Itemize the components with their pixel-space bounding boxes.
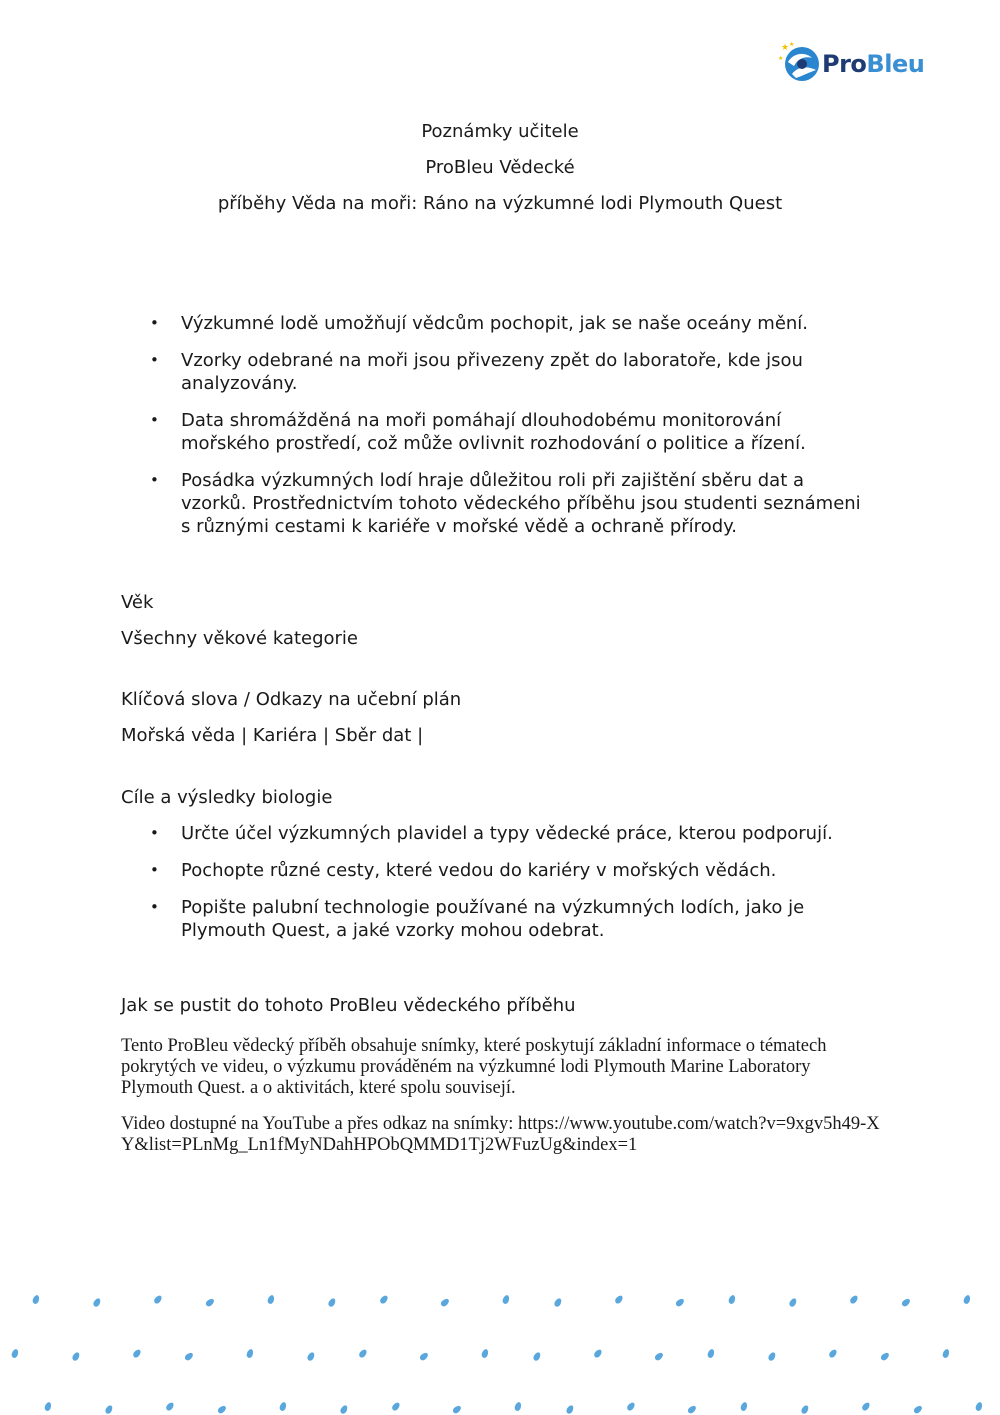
list-item: • Určte účel výzkumných plavidel a typy vědecké práce, kterou podporují. bbox=[150, 822, 870, 845]
probleu-wave-icon bbox=[778, 40, 820, 86]
droplet-icon bbox=[942, 1348, 951, 1359]
age-heading: Věk bbox=[121, 592, 154, 613]
droplet-icon bbox=[379, 1294, 389, 1305]
droplet-icon bbox=[828, 1348, 838, 1359]
title-line-1: Poznámky učitele bbox=[421, 121, 579, 142]
document-title bbox=[0, 120, 1000, 228]
droplet-icon bbox=[880, 1351, 891, 1361]
droplet-icon bbox=[728, 1294, 737, 1305]
list-item: • Vzorky odebrané na moři jsou přivezeny zpět do laboratoře, kde jsou analyzovány. bbox=[150, 349, 870, 395]
droplet-icon bbox=[132, 1348, 142, 1359]
age-value: Všechny věkové kategorie bbox=[121, 628, 359, 649]
video-link-paragraph: Video dostupné na YouTube a přes odkaz na snímky: https://www.youtube.com/watch?v=9xgv5h49-XY&list=PLnMg_Ln1fMyNDahHPObQMMD1Tj2WFuzUg&index=1 bbox=[121, 1114, 880, 1155]
biology-heading: Cíle a výsledky biologie bbox=[121, 787, 333, 808]
biology-bullet-list bbox=[150, 822, 870, 956]
svg-text:★: ★ bbox=[781, 43, 790, 53]
droplet-icon bbox=[654, 1351, 665, 1361]
droplet-icon bbox=[267, 1294, 276, 1305]
droplet-icon bbox=[32, 1294, 41, 1305]
droplet-icon bbox=[217, 1404, 228, 1414]
droplet-icon bbox=[553, 1297, 563, 1308]
droplet-icon bbox=[849, 1294, 859, 1305]
droplet-icon bbox=[104, 1404, 114, 1415]
probleu-logo bbox=[778, 40, 928, 90]
droplet-icon bbox=[391, 1401, 401, 1412]
droplet-icon bbox=[532, 1351, 542, 1362]
list-item: • Výzkumné lodě umožňují vědcům pochopit, jak se naše oceány mění. bbox=[150, 312, 870, 335]
droplet-icon bbox=[358, 1348, 368, 1359]
droplet-icon bbox=[419, 1351, 430, 1361]
droplet-icon bbox=[800, 1404, 810, 1415]
droplet-icon bbox=[246, 1348, 255, 1359]
title-line-3: příběhy Věda na moři: Ráno na výzkumné lodi Plymouth Quest bbox=[217, 193, 783, 214]
droplet-icon bbox=[481, 1348, 490, 1359]
droplet-icon bbox=[767, 1351, 777, 1362]
droplet-icon bbox=[71, 1351, 81, 1362]
wordmark-bleu: Bleu bbox=[866, 50, 925, 78]
svg-text:★: ★ bbox=[789, 41, 795, 48]
droplet-icon bbox=[205, 1297, 216, 1307]
droplet-icon bbox=[707, 1348, 716, 1359]
probleu-wordmark bbox=[822, 50, 924, 78]
droplet-icon bbox=[44, 1401, 53, 1412]
droplet-icon bbox=[963, 1294, 972, 1305]
howto-paragraph: Tento ProBleu vědecký příběh obsahuje snímky, které poskytují základní informace o tématech pokrytých ve videu, o výzkumu prováděném na výzkumné lodi Plymouth Marine Laboratory Plymouth Quest. a o aktivitách, které spolu souvisejí. bbox=[121, 1036, 827, 1098]
droplet-icon bbox=[901, 1297, 912, 1307]
title-line-2: ProBleu Vědecké bbox=[425, 157, 575, 178]
svg-text:★: ★ bbox=[778, 55, 784, 62]
droplet-icon bbox=[861, 1401, 871, 1412]
droplet-icon bbox=[153, 1294, 163, 1305]
droplet-icon bbox=[165, 1401, 175, 1412]
keywords-value: Mořská věda | Kariéra | Sběr dat | bbox=[121, 725, 424, 746]
intro-bullet-list bbox=[150, 312, 870, 552]
list-item: • Popište palubní technologie používané na výzkumných lodích, jako je Plymouth Quest, a jaké vzorky mohou odebrat. bbox=[150, 896, 870, 942]
droplet-icon bbox=[327, 1297, 337, 1308]
list-item: • Pochopte různé cesty, které vedou do kariéry v mořských vědách. bbox=[150, 859, 870, 882]
droplet-icon bbox=[184, 1351, 195, 1361]
droplet-icon bbox=[92, 1297, 102, 1308]
list-item: • Data shromážděná na moři pomáhají dlouhodobému monitorování mořského prostředí, což může ovlivnit rozhodování o politice a řízení. bbox=[150, 409, 870, 455]
wordmark-pro: Pro bbox=[822, 50, 867, 78]
keywords-heading: Klíčová slova / Odkazy na učební plán bbox=[121, 689, 462, 710]
droplet-icon bbox=[452, 1404, 463, 1414]
droplet-icon bbox=[675, 1297, 686, 1307]
droplet-icon bbox=[975, 1401, 984, 1412]
droplet-icon bbox=[502, 1294, 511, 1305]
droplet-icon bbox=[279, 1401, 288, 1412]
droplet-icon bbox=[687, 1404, 698, 1414]
droplet-icon bbox=[788, 1297, 798, 1308]
droplet-icon bbox=[614, 1294, 624, 1305]
droplet-icon bbox=[339, 1404, 349, 1415]
droplet-icon bbox=[306, 1351, 316, 1362]
howto-heading: Jak se pustit do tohoto ProBleu vědeckého příběhu bbox=[121, 995, 576, 1016]
list-item: • Posádka výzkumných lodí hraje důležitou roli při zajištění sběru dat a vzorků. Prostřednictvím tohoto vědeckého příběhu jsou studenti seznámeni s různými cestami k kariéře v mořské vědě a ochraně přírody. bbox=[150, 469, 870, 538]
droplet-icon bbox=[913, 1404, 924, 1414]
droplet-icon bbox=[626, 1401, 636, 1412]
droplet-icon bbox=[11, 1348, 20, 1359]
droplet-icon bbox=[740, 1401, 749, 1412]
droplet-icon bbox=[440, 1297, 451, 1307]
droplet-icon bbox=[514, 1401, 523, 1412]
droplet-icon bbox=[593, 1348, 603, 1359]
droplet-icon bbox=[565, 1404, 575, 1415]
